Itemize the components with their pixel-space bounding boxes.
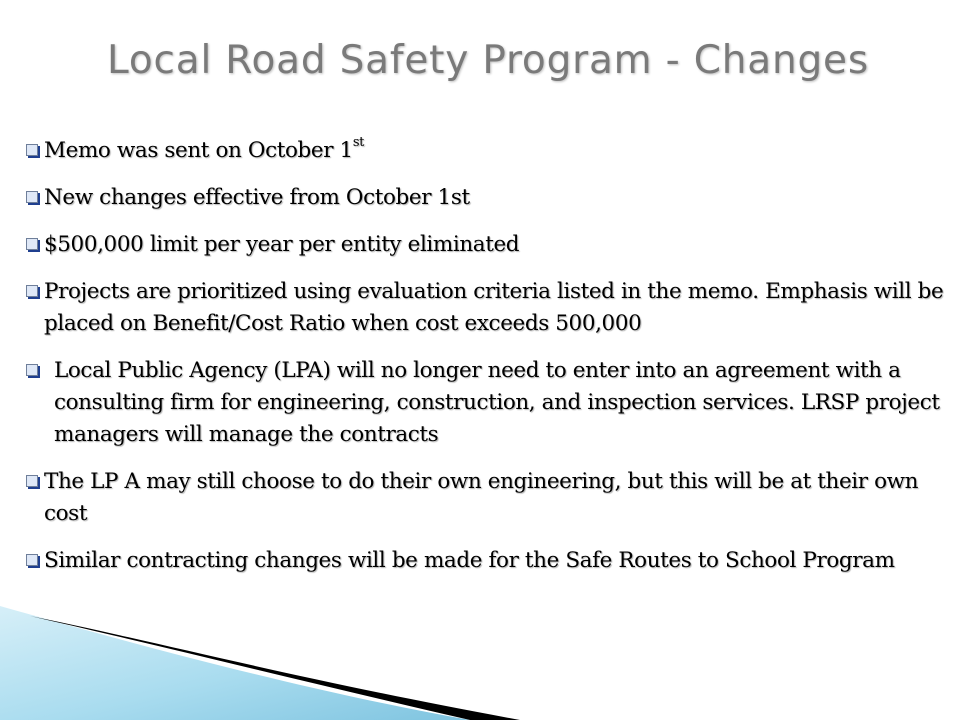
bullet-item-limit-eliminated bbox=[24, 229, 944, 261]
bullet-item-prioritization bbox=[24, 276, 944, 340]
bullet-list bbox=[24, 135, 944, 592]
square-bullet-icon bbox=[26, 364, 38, 376]
bullet-text: Similar contracting changes will be made for the Safe Routes to School Program bbox=[44, 548, 895, 573]
square-bullet-icon bbox=[26, 285, 38, 297]
bullet-item-lpa-agreement bbox=[24, 355, 944, 451]
square-bullet-icon bbox=[26, 554, 38, 566]
bullet-text: The LP A may still choose to do their own engineering, but this will be at their own cost bbox=[44, 469, 919, 526]
square-bullet-icon bbox=[26, 238, 38, 250]
swoosh-dark-band bbox=[30, 616, 520, 720]
square-bullet-icon bbox=[26, 144, 38, 156]
bullet-item-memo-sent bbox=[24, 135, 944, 167]
bullet-item-effective-date bbox=[24, 182, 944, 214]
slide-title: Local Road Safety Program - Changes bbox=[107, 38, 869, 83]
bullet-superscript: st bbox=[352, 134, 364, 150]
square-bullet-icon bbox=[26, 475, 38, 487]
bullet-text: Local Public Agency (LPA) will no longer need to enter into an agreement with a consulting firm for engineering, construction, and inspection services. LRSP project managers will manage the contracts bbox=[54, 358, 940, 447]
square-bullet-icon bbox=[26, 191, 38, 203]
bullet-text: Memo was sent on October 1 bbox=[44, 138, 353, 163]
bullet-text: New changes effective from October 1st bbox=[44, 185, 470, 210]
bullet-item-own-engineering bbox=[24, 466, 944, 530]
swoosh-light-band bbox=[0, 606, 470, 720]
bullet-text: Projects are prioritized using evaluation criteria listed in the memo. Emphasis will be placed on Benefit/Cost Ratio when cost exceeds 500,000 bbox=[44, 279, 944, 336]
bullet-text: $500,000 limit per year per entity eliminated bbox=[44, 232, 520, 257]
bullet-item-safe-routes bbox=[24, 545, 944, 577]
